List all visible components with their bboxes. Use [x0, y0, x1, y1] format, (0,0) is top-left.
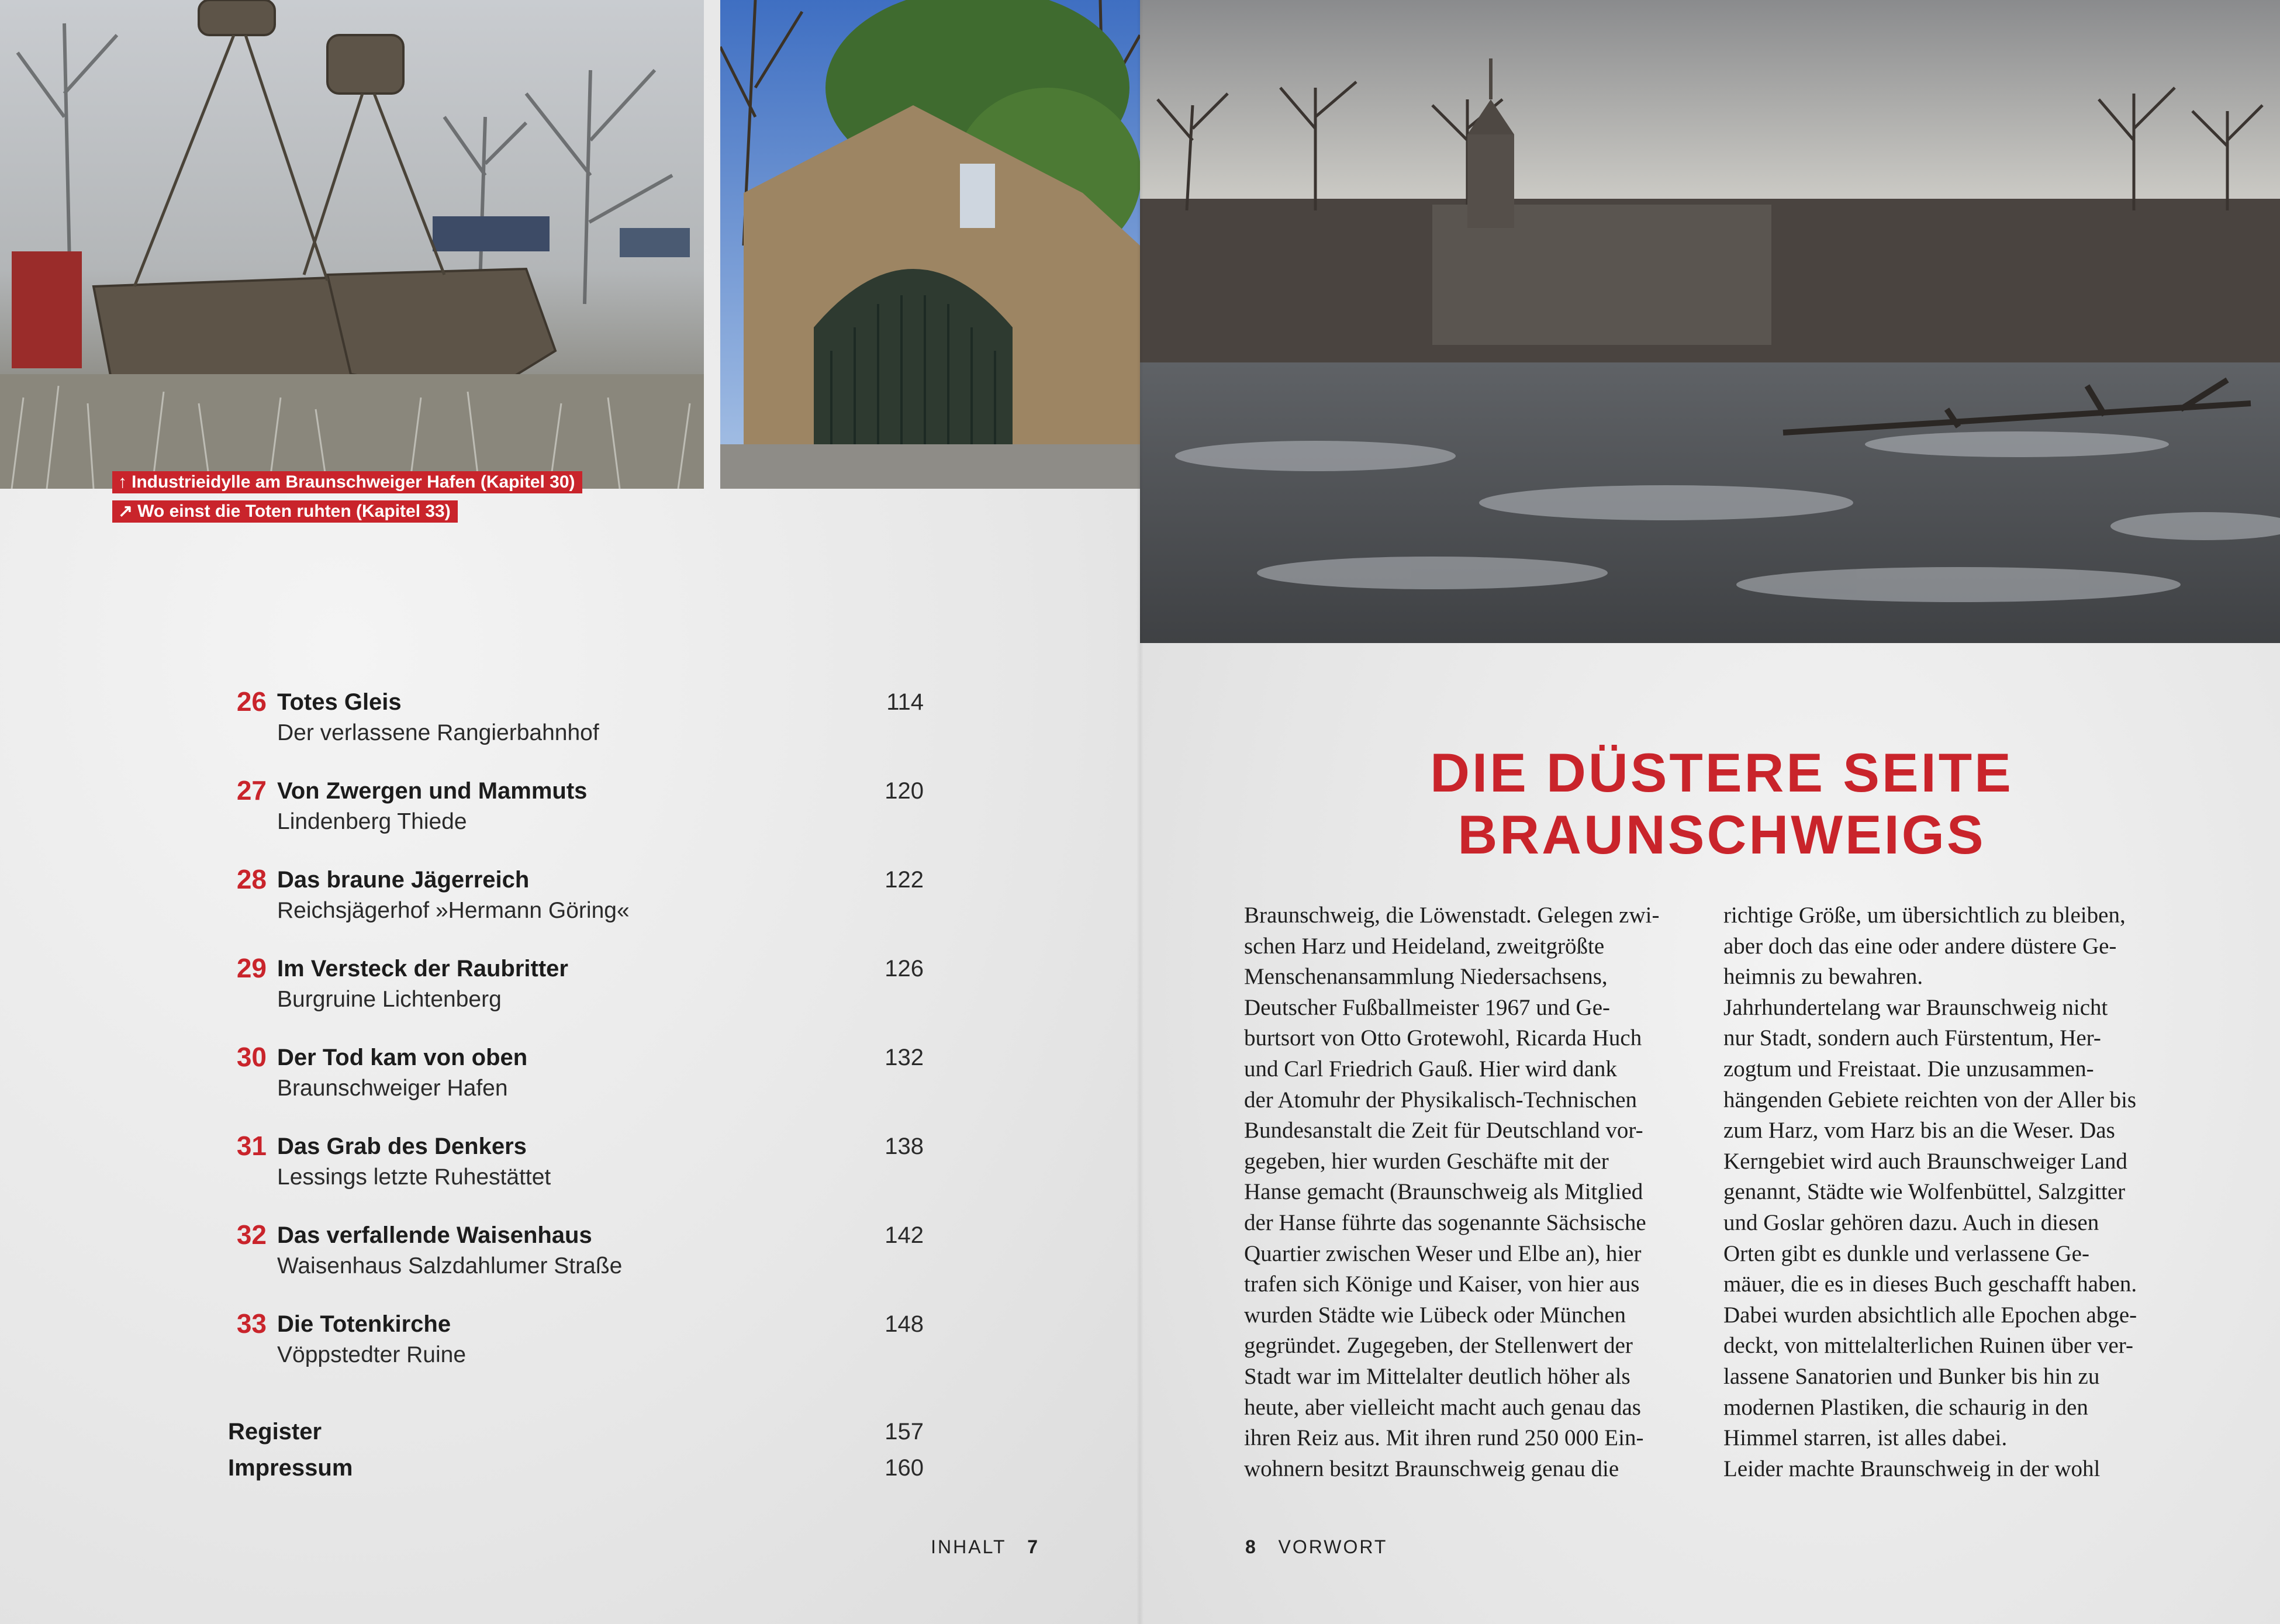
chapter-number: 26: [236, 686, 267, 717]
body-column-1: [1244, 900, 1706, 1484]
chapter-title: Im Versteck der Raubritter: [277, 956, 568, 982]
chapter-page: 142: [885, 1222, 924, 1248]
toc-entry[interactable]: [228, 952, 924, 1041]
body-text-line: gegründet. Zugegeben, der Stellenwert der: [1244, 1333, 1633, 1359]
toc-impressum[interactable]: [228, 1452, 924, 1487]
caption-text: Industrieidylle am Braunschweiger Hafen (Kapitel 30): [132, 472, 575, 492]
chapter-page: 138: [885, 1134, 924, 1159]
chapter-subtitle: Waisenhaus Salzdahlumer Straße: [277, 1253, 623, 1279]
body-text-line: modernen Plastiken, die schaurig in den: [1723, 1394, 2088, 1420]
body-text-line: Quartier zwischen Weser und Elbe an), hier: [1244, 1241, 1642, 1266]
folio-right: [1245, 1534, 1387, 1560]
arrow-up-right-icon: ↗: [118, 502, 133, 521]
folio-page-number: 8: [1245, 1536, 1258, 1557]
toc-entry[interactable]: [228, 1041, 924, 1129]
chapter-page: 132: [885, 1045, 924, 1070]
body-text-line: burtsort von Otto Grotewohl, Ricarda Huch: [1244, 1025, 1642, 1051]
chapter-subtitle: Burgruine Lichtenberg: [277, 987, 502, 1012]
chapter-number: 27: [236, 775, 267, 806]
chapter-page: 148: [885, 1311, 924, 1337]
impressum-page: 160: [885, 1455, 924, 1481]
chapter-subtitle: Lindenberg Thiede: [277, 809, 467, 834]
toc-entry[interactable]: [228, 685, 924, 774]
chapter-subtitle: Braunschweiger Hafen: [277, 1076, 508, 1101]
body-text-line: Dabei wurden absichtlich alle Epochen abge-: [1723, 1302, 2137, 1328]
body-text-line: wohnern besitzt Braunschweig genau die: [1244, 1456, 1619, 1481]
body-text-line: Himmel starren, ist alles dabei.: [1723, 1425, 2008, 1451]
chapter-number: 32: [236, 1219, 267, 1250]
chapter-number: 33: [236, 1308, 267, 1339]
body-text-line: aber doch das eine oder andere düstere Ge-: [1723, 933, 2117, 959]
body-text-line: ihren Reiz aus. Mit ihren rund 250 000 Ein-: [1244, 1425, 1644, 1451]
body-text-line: Braunschweig, die Löwenstadt. Gelegen zwi-: [1244, 903, 1660, 928]
caption-text: Wo einst die Toten ruhten (Kapitel 33): [137, 502, 451, 521]
body-text-line: deckt, von mittelalterlichen Ruinen über ver-: [1723, 1333, 2133, 1359]
folio-section: VORWORT: [1278, 1536, 1388, 1557]
body-text-line: hängenden Gebiete reichten von der Aller bis: [1723, 1087, 2137, 1112]
register-label: Register: [228, 1419, 322, 1445]
body-column-2: [1723, 900, 2185, 1484]
right-page: [1140, 0, 2280, 1624]
chapter-heading-line-1: DIE DÜSTERE SEITE: [1430, 742, 2013, 803]
photo-caption-archway: [112, 500, 458, 523]
impressum-label: Impressum: [228, 1455, 353, 1481]
chapter-number: 28: [236, 864, 267, 894]
photo-caption-harbor: [112, 471, 582, 493]
register-page: 157: [885, 1419, 924, 1445]
body-text-line: heute, aber vielleicht macht auch genau das: [1244, 1394, 1641, 1420]
chapter-number: 31: [236, 1131, 267, 1161]
chapter-number: 29: [236, 953, 267, 983]
folio-left: [931, 1534, 1039, 1560]
body-text-line: Hanse gemacht (Braunschweig als Mitglied: [1244, 1179, 1643, 1205]
chapter-page: 126: [885, 956, 924, 982]
body-text-line: wurden Städte wie Lübeck oder München: [1244, 1302, 1626, 1328]
body-text-line: Orten gibt es dunkle und verlassene Ge-: [1723, 1241, 2089, 1266]
chapter-page: 120: [885, 778, 924, 804]
chapter-title: Das Grab des Denkers: [277, 1134, 527, 1159]
chapter-subtitle: Lessings letzte Ruhestättet: [277, 1165, 551, 1190]
body-text-line: gegeben, hier wurden Geschäfte mit der: [1244, 1148, 1609, 1174]
chapter-heading-line-2: BRAUNSCHWEIGS: [1457, 804, 1986, 865]
body-text-line: Deutscher Fußballmeister 1967 und Ge-: [1244, 994, 1611, 1020]
body-text-line: trafen sich Könige und Kaiser, von hier aus: [1244, 1271, 1640, 1297]
body-text-line: mäuer, die es in dieses Buch geschafft haben.: [1723, 1271, 2137, 1297]
toc-entry[interactable]: [228, 1218, 924, 1307]
chapter-title: Von Zwergen und Mammuts: [277, 778, 588, 804]
chapter-title: Das verfallende Waisenhaus: [277, 1222, 592, 1248]
body-text-line: Jahrhundertelang war Braunschweig nicht: [1723, 994, 2108, 1020]
toc-entry[interactable]: [228, 863, 924, 952]
photo-harbor-grab-buckets: [0, 0, 704, 489]
table-of-contents: [228, 685, 924, 1396]
body-text-line: Menschenansammlung Niedersachsens,: [1244, 964, 1608, 990]
body-text-line: der Hanse führte das sogenannte Sächsische: [1244, 1210, 1646, 1235]
body-text-line: genannt, Städte wie Wolfenbüttel, Salzgitter: [1723, 1179, 2126, 1205]
folio-page-number: 7: [1027, 1536, 1039, 1557]
body-text-line: zogtum und Freistaat. Die unzusammen-: [1723, 1056, 2094, 1081]
chapter-number: 30: [236, 1042, 267, 1072]
photo-lake-with-church: [1140, 0, 2280, 643]
body-text-line: Bundesanstalt die Zeit für Deutschland vor-: [1244, 1118, 1643, 1143]
body-text-line: und Goslar gehören dazu. Auch in diesen: [1723, 1210, 2099, 1235]
body-text-line: lassene Sanatorien und Bunker bis hin zu: [1723, 1363, 2100, 1389]
chapter-title: Das braune Jägerreich: [277, 867, 530, 893]
chapter-page: 114: [886, 689, 924, 715]
toc-entry[interactable]: [228, 774, 924, 863]
body-text-line: richtige Größe, um übersichtlich zu bleiben,: [1723, 903, 2126, 928]
body-text-line: und Carl Friedrich Gauß. Hier wird dank: [1244, 1056, 1617, 1081]
chapter-title: Der Tod kam von oben: [277, 1045, 528, 1070]
body-text-line: zum Harz, vom Harz bis an die Weser. Das: [1723, 1118, 2115, 1143]
chapter-page: 122: [885, 867, 924, 893]
body-text-line: nur Stadt, sondern auch Fürstentum, Her-: [1723, 1025, 2101, 1051]
chapter-subtitle: Reichsjägerhof »Hermann Göring«: [277, 898, 630, 923]
chapter-title: Die Totenkirche: [277, 1311, 451, 1337]
photo-stone-archway: [720, 0, 1140, 489]
book-gutter: [1136, 0, 1144, 1624]
chapter-subtitle: Der verlassene Rangierbahnhof: [277, 720, 599, 745]
body-text-line: Stadt war im Mittelalter deutlich höher als: [1244, 1363, 1630, 1389]
arrow-up-icon: ↑: [118, 472, 127, 492]
chapter-title: Totes Gleis: [277, 689, 402, 715]
body-text-line: Kerngebiet wird auch Braunschweiger Land: [1723, 1148, 2127, 1174]
toc-entry[interactable]: [228, 1129, 924, 1218]
toc-register[interactable]: [228, 1416, 924, 1451]
folio-section: INHALT: [931, 1536, 1007, 1557]
body-text-line: schen Harz und Heideland, zweitgrößte: [1244, 933, 1605, 959]
toc-entry[interactable]: [228, 1307, 924, 1396]
chapter-subtitle: Vöppstedter Ruine: [277, 1342, 467, 1367]
body-text-line: Leider machte Braunschweig in der wohl: [1723, 1456, 2101, 1481]
body-text-line: der Atomuhr der Physikalisch-Technischen: [1244, 1087, 1638, 1112]
body-text-line: heimnis zu bewahren.: [1723, 964, 1923, 990]
